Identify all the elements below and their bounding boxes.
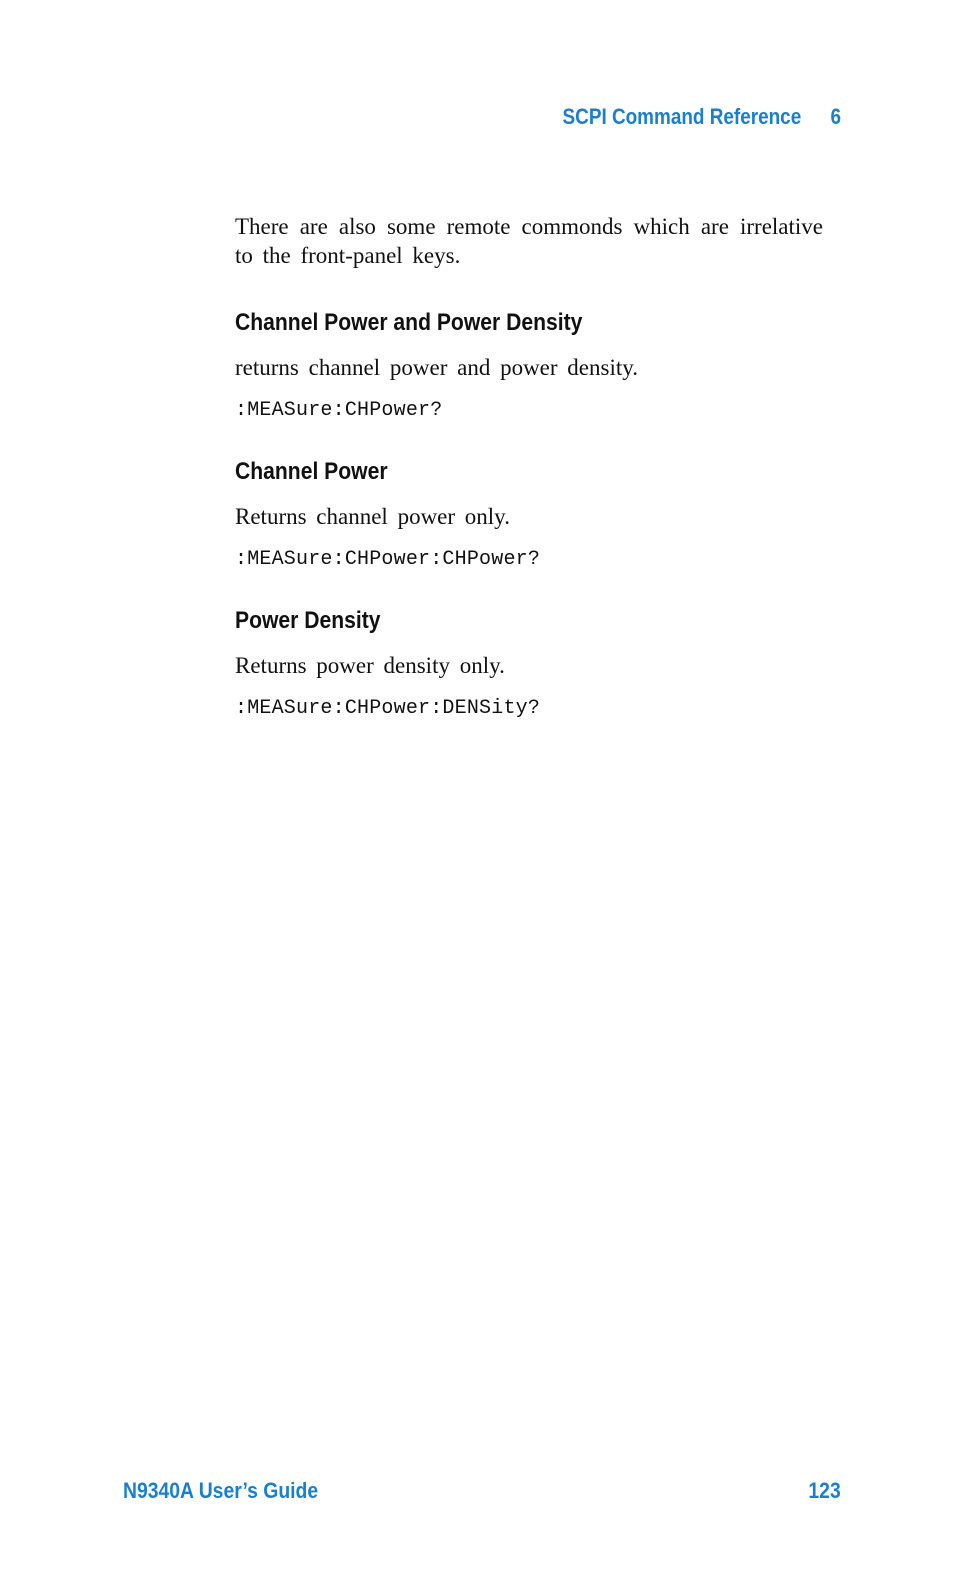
intro-paragraph: There are also some remote commonds which are irrelative to the front-panel keys. bbox=[235, 214, 823, 268]
section-heading-channel-power: Channel Power bbox=[235, 458, 388, 485]
scpi-command: :MEASure:CHPower? bbox=[235, 399, 443, 422]
section-heading-power-density: Power Density bbox=[235, 607, 381, 634]
running-header bbox=[118, 104, 841, 130]
running-footer bbox=[123, 1478, 841, 1504]
chapter-title: SCPI Command Reference bbox=[562, 104, 802, 129]
scpi-command: :MEASure:CHPower:CHPower? bbox=[235, 548, 541, 571]
page-content bbox=[235, 212, 823, 720]
section-description: Returns channel power only. bbox=[235, 504, 510, 529]
page-number: 123 bbox=[808, 1478, 841, 1503]
chapter-number: 6 bbox=[830, 104, 841, 129]
section-description: Returns power density only. bbox=[235, 653, 505, 678]
section-description: returns channel power and power density. bbox=[235, 355, 638, 380]
section-heading-channel-power-and-density: Channel Power and Power Density bbox=[235, 309, 583, 336]
guide-title: N9340A User’s Guide bbox=[123, 1478, 319, 1503]
scpi-command: :MEASure:CHPower:DENSity? bbox=[235, 697, 541, 720]
